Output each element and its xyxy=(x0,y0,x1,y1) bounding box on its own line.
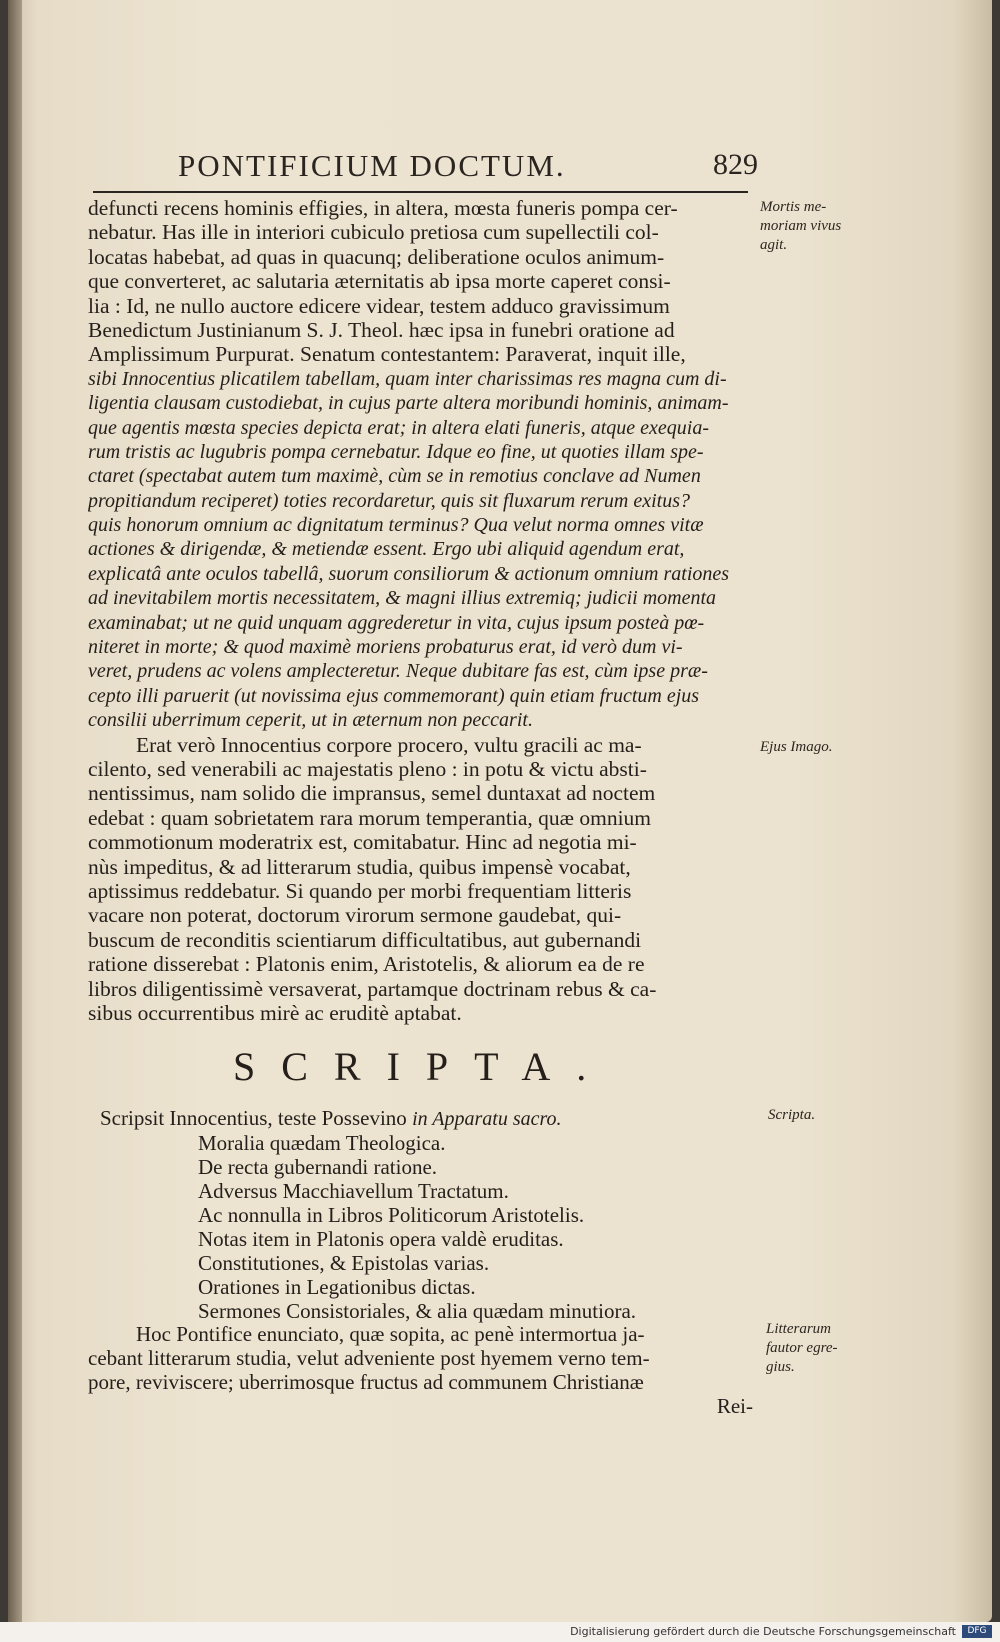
list-item: Sermones Consistoriales, & alia quædam minutiora. xyxy=(198,1299,637,1323)
margin-note-scripta: Scripta. xyxy=(768,1107,816,1123)
text-line: pore, reviviscere; uberrimosque fructus ad communem Christianæ xyxy=(88,1370,644,1394)
footer-bar xyxy=(0,1622,1000,1642)
text-line: Erat verò Innocentius corpore procero, vultu gracili ac ma- xyxy=(136,732,642,757)
text-line: niteret in morte; & quod maximè moriens probaturus erat, id verò dum vi- xyxy=(88,636,683,659)
text-line: Benedictum Justinianum S. J. Theol. hæc ipsa in funebri oratione ad xyxy=(88,317,675,342)
margin-note-mortis xyxy=(760,198,870,255)
page-header xyxy=(158,148,758,192)
funding-credit: Digitalisierung gefördert durch die Deutsche Forschungsgemeinschaft xyxy=(570,1625,956,1638)
text-line: locatas habebat, ad quas in quacunq; deliberatione oculos animum- xyxy=(88,244,665,269)
text-line: explicatâ ante oculos tabellâ, suorum consiliorum & actionum omnium rationes xyxy=(88,562,730,585)
list-item: Ac nonnulla in Libros Politicorum Aristotelis. xyxy=(198,1203,585,1227)
list-item: Orationes in Legationibus dictas. xyxy=(198,1275,476,1299)
margin-note-litterarum-text: Litterarum fautor egre- gius. xyxy=(766,1321,838,1375)
works-intro-source: in Apparatu sacro. xyxy=(412,1108,562,1130)
list-item: De recta gubernandi ratione. xyxy=(198,1155,438,1179)
works-list xyxy=(100,1131,750,1323)
works-list-section xyxy=(100,1106,750,1323)
text-line: rum tristis ac lugubris pompa cernebatur. Idque eo fine, ut quoties illam spe- xyxy=(88,440,704,463)
text-line: propitiandum reciperet) toties recordaretur, quis sit fluxarum rerum exitus? xyxy=(88,489,690,512)
text-line: cebant litterarum studia, velut adveniente post hyemem verno tem- xyxy=(88,1346,650,1370)
text-line: actiones & dirigendæ, & metiendæ essent. Ergo ubi aliquid agendum erat, xyxy=(88,538,685,561)
text-line: libros diligentissimè versaverat, partamque doctrinam rebus & ca- xyxy=(88,976,657,1001)
margin-note-litterarum xyxy=(766,1320,876,1377)
margin-note-imago: Ejus Imago. xyxy=(760,739,833,755)
paragraph-continuation xyxy=(88,196,753,733)
text-line: ad inevitabilem mortis necessitatem, & magni illius extremiq; judicii momenta xyxy=(88,587,717,610)
main-text xyxy=(88,196,753,1025)
text-line: lia : Id, ne nullo auctore edicere videar, testem adduco gravissimum xyxy=(88,293,670,318)
text-line: edebat : quam sobrietatem rara morum temperantia, quæ omnium xyxy=(88,805,652,830)
text-line: nebatur. Has ille in interiori cubiculo pretiosa cum supellectili col- xyxy=(88,220,659,245)
paragraph-description xyxy=(88,733,753,1026)
text-line: defuncti recens hominis effigies, in altera, mœsta funeris pompa cer- xyxy=(88,196,678,220)
works-intro xyxy=(100,1106,750,1131)
text-line: sibi Innocentius plicatilem tabellam, quam inter charissimas res magna cum di- xyxy=(88,367,727,390)
text-line: Amplissimum Purpurat. Senatum contestantem: Paraverat, inquit ille, xyxy=(88,342,686,367)
text-line: ctaret (spectabat autem tum maximè, cùm se in remotius conclave ad Numen xyxy=(88,465,701,488)
text-line: ligentia clausam custodiebat, in cujus parte altera moribundi hominis, animam- xyxy=(88,392,729,415)
margin-note-mortis-text: Mortis me- moriam vivus agit. xyxy=(760,199,842,253)
text-line: veret, prudens ac volens amplecteretur. Neque dubitare fas est, cùm ipse præ- xyxy=(88,660,708,683)
dfg-logo: DFG xyxy=(962,1625,992,1638)
list-item: Adversus Macchiavellum Tractatum. xyxy=(198,1179,509,1203)
running-title: PONTIFICIUM DOCTUM. xyxy=(178,148,566,183)
text-line: nùs impeditus, & ad litterarum studia, quibus impensè vocabat, xyxy=(88,854,631,879)
text-line: cilento, sed venerabili ac majestatis pleno : in potu & victu absti- xyxy=(88,756,647,781)
text-line: ratione disserebat : Platonis enim, Aristotelis, & aliorum ea de re xyxy=(88,952,645,977)
text-line: cepto illi paruerit (ut novissima ejus commemorant) quin etiam fructum ejus xyxy=(88,684,700,707)
list-item: Notas item in Platonis opera valdè eruditas. xyxy=(198,1227,564,1251)
text-line: nentissimus, nam solido die impransus, semel duntaxat ad noctem xyxy=(88,781,656,806)
page-number: 829 xyxy=(713,148,758,181)
header-rule xyxy=(93,191,748,193)
text-line: examinabat; ut ne quid unquam aggrederetur in vita, cujus ipsum posteà pœ- xyxy=(88,611,705,634)
text-line: buscum de reconditis scientiarum difficultatibus, aut gubernandi xyxy=(88,927,642,952)
text-line: aptissimus reddebatur. Si quando per morbi frequentiam litteris xyxy=(88,878,632,903)
text-line: que agentis mœsta species depicta erat; in altera elati funeris, atque exequia- xyxy=(88,416,709,439)
text-line: commotionum moderatrix est, comitabatur. Hinc ad negotia mi- xyxy=(88,830,637,855)
catchword: Rei- xyxy=(716,1394,753,1418)
text-line: sibus occurrentibus mirè ac eruditè aptabat. xyxy=(88,1000,462,1025)
text-line: Hoc Pontifice enunciato, quæ sopita, ac penè intermortua ja- xyxy=(136,1322,645,1346)
binding-gutter xyxy=(8,0,22,1622)
closing-paragraph xyxy=(88,1322,753,1418)
text-line: vacare non poterat, doctorum virorum sermone gaudebat, qui- xyxy=(88,903,622,928)
text-line: consilii uberrimum ceperit, ut in æternum non peccarit. xyxy=(88,709,533,732)
book-page xyxy=(8,0,992,1622)
list-item: Constitutiones, & Epistolas varias. xyxy=(198,1251,490,1275)
closing-lines xyxy=(88,1322,753,1394)
text-line: quis honorum omnium ac dignitatum terminus? Qua velut norma omnes vitæ xyxy=(88,514,704,537)
section-heading: SCRIPTA. xyxy=(233,1044,613,1089)
text-line: que converteret, ac salutaria æternitatis ab ipsa morte caperet consi- xyxy=(88,269,671,294)
works-intro-text: Scripsit Innocentius, teste Possevino xyxy=(100,1106,413,1130)
list-item: Moralia quædam Theologica. xyxy=(198,1131,446,1155)
